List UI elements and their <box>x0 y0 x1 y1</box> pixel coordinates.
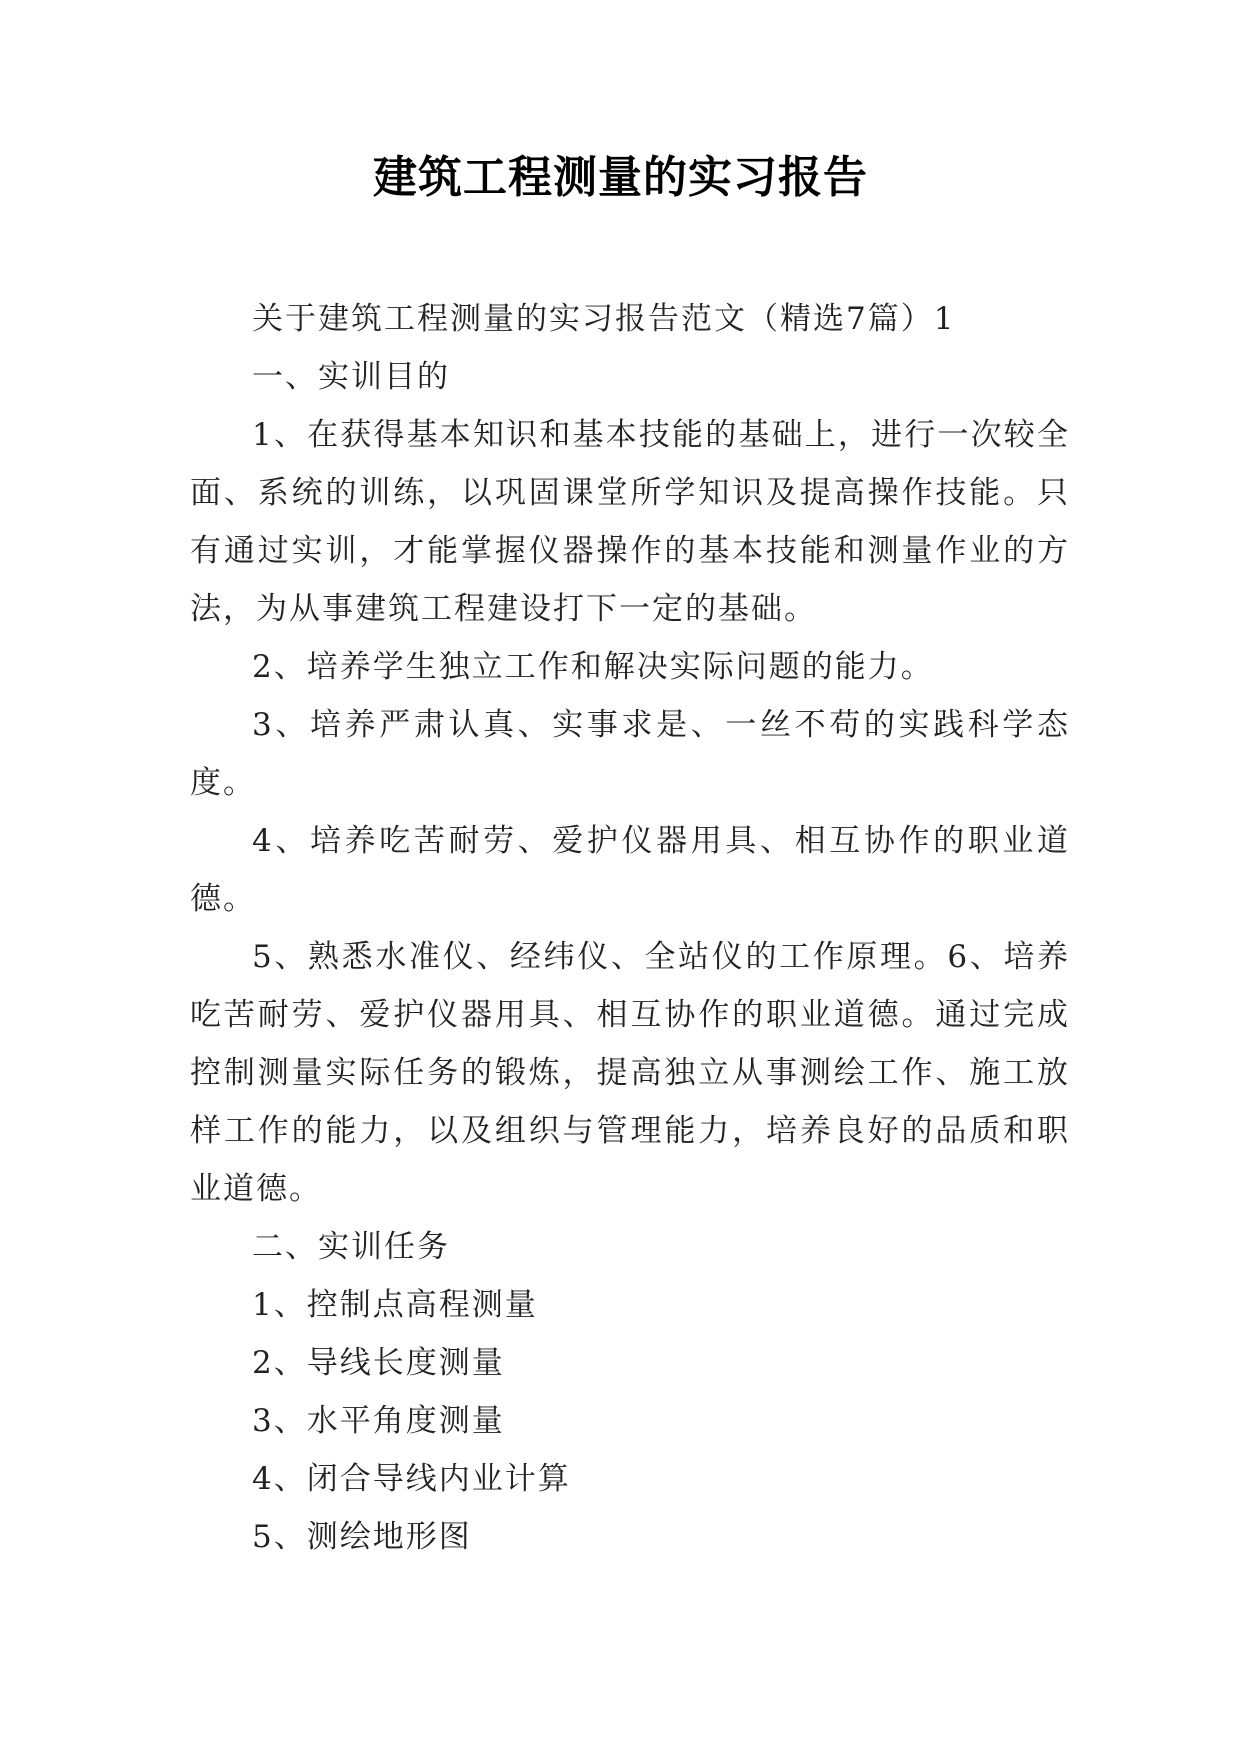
task-item-1: 1、控制点高程测量 <box>252 1287 538 1323</box>
task-item-2: 2、导线长度测量 <box>252 1345 505 1381</box>
document-title: 建筑工程测量的实习报告 <box>373 152 868 203</box>
task-item-5: 5、测绘地形图 <box>252 1519 472 1555</box>
task-item-4: 4、闭合导线内业计算 <box>252 1461 571 1497</box>
objective-item-1: 1、在获得基本知识和基本技能的基础上，进行一次较全面、系统的训练，以巩固课堂所学知识及提高操作技能。只有通过实训，才能掌握仪器操作的基本技能和测量作业的方法，为从事建筑工程建设打下一定的基础。 <box>190 417 1070 627</box>
objective-item-2: 2、培养学生独立工作和解决实际问题的能力。 <box>252 649 934 685</box>
objective-item-4: 4、培养吃苦耐劳、爱护仪器用具、相互协作的职业道德。 <box>190 823 1070 917</box>
report-subtitle: 关于建筑工程测量的实习报告范文（精选7篇）1 <box>252 301 956 337</box>
section-heading-tasks: 二、实训任务 <box>252 1229 450 1265</box>
objective-item-3: 3、培养严肃认真、实事求是、一丝不苟的实践科学态度。 <box>190 707 1070 801</box>
section-heading-objectives: 一、实训目的 <box>252 359 450 395</box>
document-body <box>190 290 1070 1566</box>
task-item-3: 3、水平角度测量 <box>252 1403 505 1439</box>
objective-item-5: 5、熟悉水准仪、经纬仪、全站仪的工作原理。6、培养吃苦耐劳、爱护仪器用具、相互协作的职业道德。通过完成控制测量实际任务的锻炼，提高独立从事测绘工作、施工放样工作的能力，以及组织与管理能力，培养良好的品质和职业道德。 <box>190 939 1070 1207</box>
